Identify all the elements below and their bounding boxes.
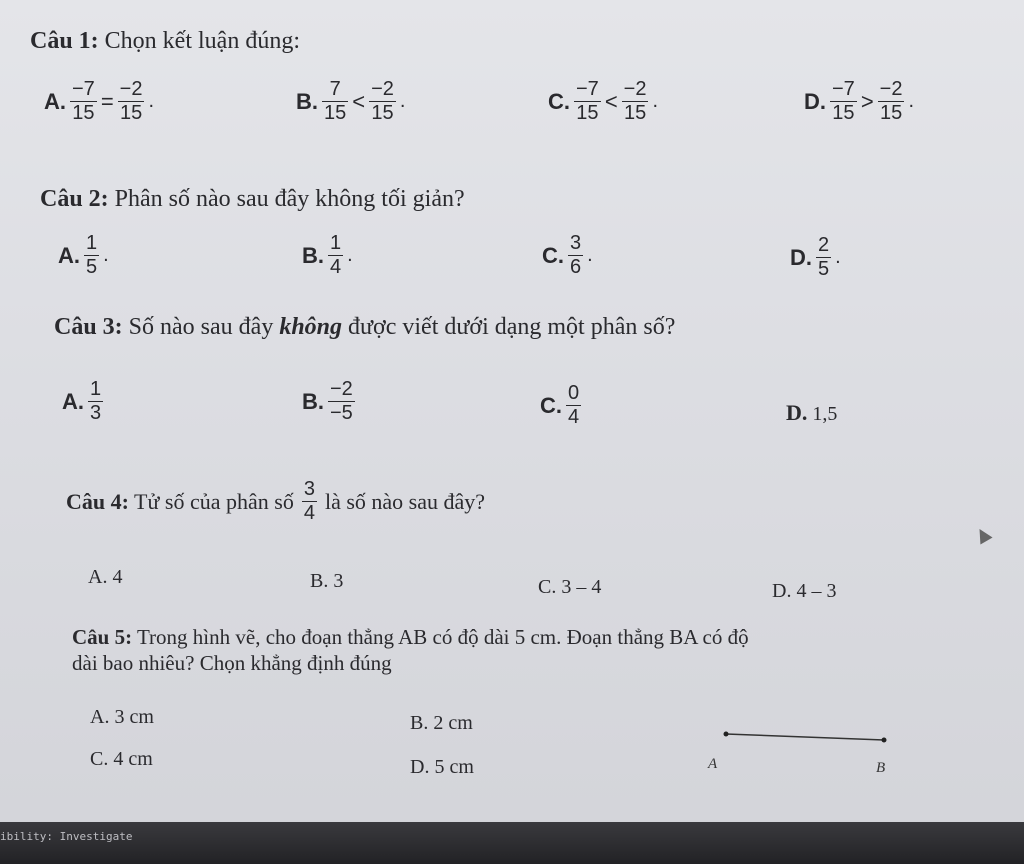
- fraction: $\frac{-7}{15}$: [832, 78, 855, 124]
- fraction: $\frac{-2}{15}$: [371, 78, 394, 124]
- fraction: $\frac{7}{15}$: [324, 78, 347, 124]
- question-2-option-b[interactable]: B. $\frac{1}{4}$ .: [302, 232, 353, 278]
- segment-ab-line: [726, 734, 884, 740]
- question-5-title: Câu 5: Trong hình vẽ, cho đoạn thẳng AB có độ dài 5 cm. Đoạn thẳng BA có độ dài bao nhiêu? Chọn khẳng định đúng: [72, 625, 749, 676]
- question-4-title: Câu 4: Tử số của phân số $\frac{3}{4}$ là số nào sau đây?: [66, 478, 486, 524]
- question-3-option-a[interactable]: A. $\frac{1}{3}$: [62, 378, 102, 424]
- fraction: $\frac{-2}{15}$: [623, 78, 647, 124]
- question-4-option-d[interactable]: D. 4 – 3: [772, 580, 837, 602]
- question-5-option-a[interactable]: A. 3 cm: [90, 706, 154, 728]
- point-b-dot: [882, 738, 887, 743]
- question-5-option-b[interactable]: B. 2 cm: [410, 712, 473, 734]
- question-5-option-c[interactable]: C. 4 cm: [90, 748, 153, 770]
- question-3-option-c[interactable]: C. $\frac{0}{4}$: [540, 382, 580, 428]
- fraction: $\frac{-2}{-5}$: [330, 378, 353, 424]
- fraction: $\frac{0}{4}$: [568, 382, 580, 428]
- point-a-dot: [724, 732, 729, 737]
- question-3-option-d[interactable]: D. 1,5: [786, 400, 838, 425]
- question-5-option-d[interactable]: D. 5 cm: [410, 756, 474, 778]
- question-4-option-c[interactable]: C. 3 – 4: [538, 576, 602, 598]
- segment-ab-figure: [700, 726, 910, 786]
- question-1-title: Câu 1: Chọn kết luận đúng:: [30, 28, 300, 54]
- question-3-option-b[interactable]: B. $\frac{-2}{-5}$: [302, 378, 353, 424]
- fraction: $\frac{2}{5}$: [818, 234, 830, 280]
- question-4-option-a[interactable]: A. 4: [88, 566, 123, 588]
- point-a-label: A: [708, 756, 718, 772]
- fraction: $\frac{3}{6}$: [570, 232, 582, 278]
- accessibility-status[interactable]: ibility: Investigate: [0, 830, 133, 843]
- fraction: $\frac{1}{5}$: [86, 232, 98, 278]
- fraction: $\frac{-7}{15}$: [576, 78, 599, 124]
- question-1-option-c[interactable]: C. $\frac{-7}{15}$ < $\frac{-2}{15}$ .: [548, 78, 659, 124]
- fraction: $\frac{-2}{15}$: [879, 78, 903, 124]
- question-2-option-a[interactable]: A. $\frac{1}{5}$ .: [58, 232, 109, 278]
- fraction: $\frac{-7}{15}$: [72, 78, 95, 124]
- status-bar: [0, 822, 1024, 864]
- question-4-option-b[interactable]: B. 3: [310, 570, 344, 592]
- fraction: $\frac{-2}{15}$: [119, 78, 143, 124]
- question-1-option-a[interactable]: A. $\frac{-7}{15}$ = $\frac{-2}{15}$ .: [44, 78, 155, 124]
- fraction: $\frac{3}{4}$: [303, 478, 315, 524]
- question-1-option-b[interactable]: B. $\frac{7}{15}$ < $\frac{-2}{15}$ .: [296, 78, 406, 124]
- question-1-option-d[interactable]: D. $\frac{-7}{15}$ > $\frac{-2}{15}$ .: [804, 78, 915, 124]
- question-3-title: Câu 3: Số nào sau đây không được viết dưới dạng một phân số?: [54, 314, 676, 340]
- question-2-option-c[interactable]: C. $\frac{3}{6}$ .: [542, 232, 593, 278]
- mouse-cursor-icon: [973, 525, 992, 544]
- fraction: $\frac{1}{3}$: [90, 378, 102, 424]
- question-2-option-d[interactable]: D. $\frac{2}{5}$ .: [790, 234, 841, 280]
- point-b-label: B: [876, 760, 886, 776]
- question-2-title: Câu 2: Phân số nào sau đây không tối giản?: [40, 186, 465, 212]
- fraction: $\frac{1}{4}$: [330, 232, 342, 278]
